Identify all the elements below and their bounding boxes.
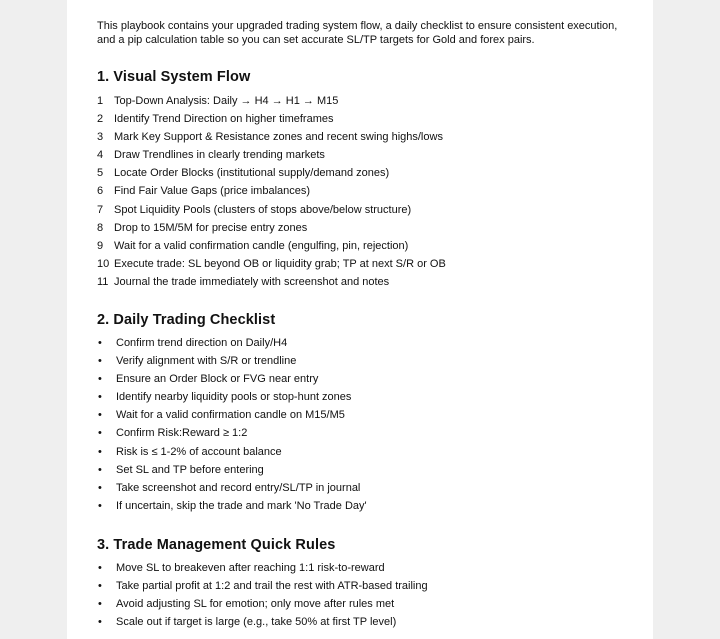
step-text: Draw Trendlines in clearly trending markets — [114, 149, 325, 162]
intro-paragraph — [97, 20, 642, 47]
document-page — [67, 0, 653, 639]
step-text: Spot Liquidity Pools (clusters of stops above/below structure) — [114, 203, 412, 216]
bullet-icon: • — [98, 598, 102, 611]
bullet-icon: • — [98, 481, 102, 494]
step-number: 9 — [97, 239, 104, 252]
bullet-icon: • — [98, 445, 102, 458]
step-text: Mark Key Support & Resistance zones and recent swing highs/lows — [114, 131, 443, 144]
step-text: Journal the trade immediately with screenshot and notes — [114, 275, 390, 288]
rule-text: Move SL to breakeven after reaching 1:1 risk-to-reward — [116, 562, 385, 574]
bullet-icon: • — [98, 355, 102, 368]
section-heading-daily-checklist: 2. Daily Trading Checklist — [97, 312, 276, 328]
step-text: Locate Order Blocks (institutional supply/demand zones) — [114, 167, 390, 180]
step-number: 1 — [97, 95, 104, 107]
step-number: 5 — [97, 167, 104, 180]
bullet-icon: • — [98, 391, 102, 404]
bullet-icon: • — [98, 373, 102, 386]
step-number: 8 — [97, 221, 104, 234]
step-number: 3 — [97, 131, 104, 144]
step-number: 7 — [97, 203, 104, 216]
checklist-text: Confirm Risk:Reward ≥ 1:2 — [116, 427, 248, 440]
section-heading-system-flow: 1. Visual System Flow — [97, 69, 251, 85]
rule-text: Avoid adjusting SL for emotion; only move after rules met — [116, 598, 395, 611]
bullet-icon: • — [98, 427, 102, 440]
step-text: Identify Trend Direction on higher timeframes — [114, 113, 334, 126]
step-number: 6 — [97, 185, 104, 198]
step-number: 4 — [97, 149, 104, 162]
checklist-text: If uncertain, skip the trade and mark 'No Trade Day' — [116, 499, 367, 512]
checklist-text: Ensure an Order Block or FVG near entry — [116, 373, 319, 386]
intro-line: This playbook contains your upgraded trading system flow, a daily checklist to ensure consistent execution, — [97, 20, 618, 32]
bullet-icon: • — [98, 337, 102, 349]
bullet-icon: • — [98, 562, 102, 574]
checklist-text: Confirm trend direction on Daily/H4 — [116, 337, 288, 349]
intro-line: and a pip calculation table so you can set accurate SL/TP targets for Gold and forex pairs. — [97, 33, 535, 46]
bullet-icon: • — [98, 499, 102, 512]
section-heading-trade-management: 3. Trade Management Quick Rules — [97, 537, 336, 553]
bullet-icon: • — [98, 463, 102, 476]
checklist-text: Identify nearby liquidity pools or stop-hunt zones — [116, 391, 352, 404]
step-text: Find Fair Value Gaps (price imbalances) — [114, 185, 311, 198]
bullet-icon: • — [98, 580, 102, 593]
checklist-text: Take screenshot and record entry/SL/TP in journal — [116, 481, 361, 494]
bullet-icon: • — [98, 616, 102, 629]
step-number: 2 — [97, 113, 104, 126]
checklist-text: Risk is ≤ 1-2% of account balance — [116, 445, 282, 458]
checklist-text: Wait for a valid confirmation candle on M15/M5 — [116, 409, 345, 422]
rule-text: Take partial profit at 1:2 and trail the rest with ATR-based trailing — [116, 580, 428, 593]
checklist-text: Verify alignment with S/R or trendline — [116, 355, 297, 368]
checklist-text: Set SL and TP before entering — [116, 463, 264, 476]
step-text: Top-Down Analysis: Daily → H4 → H1 → M15 — [114, 95, 339, 107]
step-number: 10 — [97, 257, 110, 270]
step-number: 11 — [97, 275, 109, 288]
rule-text: Scale out if target is large (e.g., take 50% at first TP level) — [116, 616, 397, 629]
step-text: Wait for a valid confirmation candle (engulfing, pin, rejection) — [114, 239, 409, 252]
bullet-icon: • — [98, 409, 102, 422]
step-text: Drop to 15M/5M for precise entry zones — [114, 221, 308, 234]
step-text: Execute trade: SL beyond OB or liquidity grab; TP at next S/R or OB — [114, 257, 446, 270]
